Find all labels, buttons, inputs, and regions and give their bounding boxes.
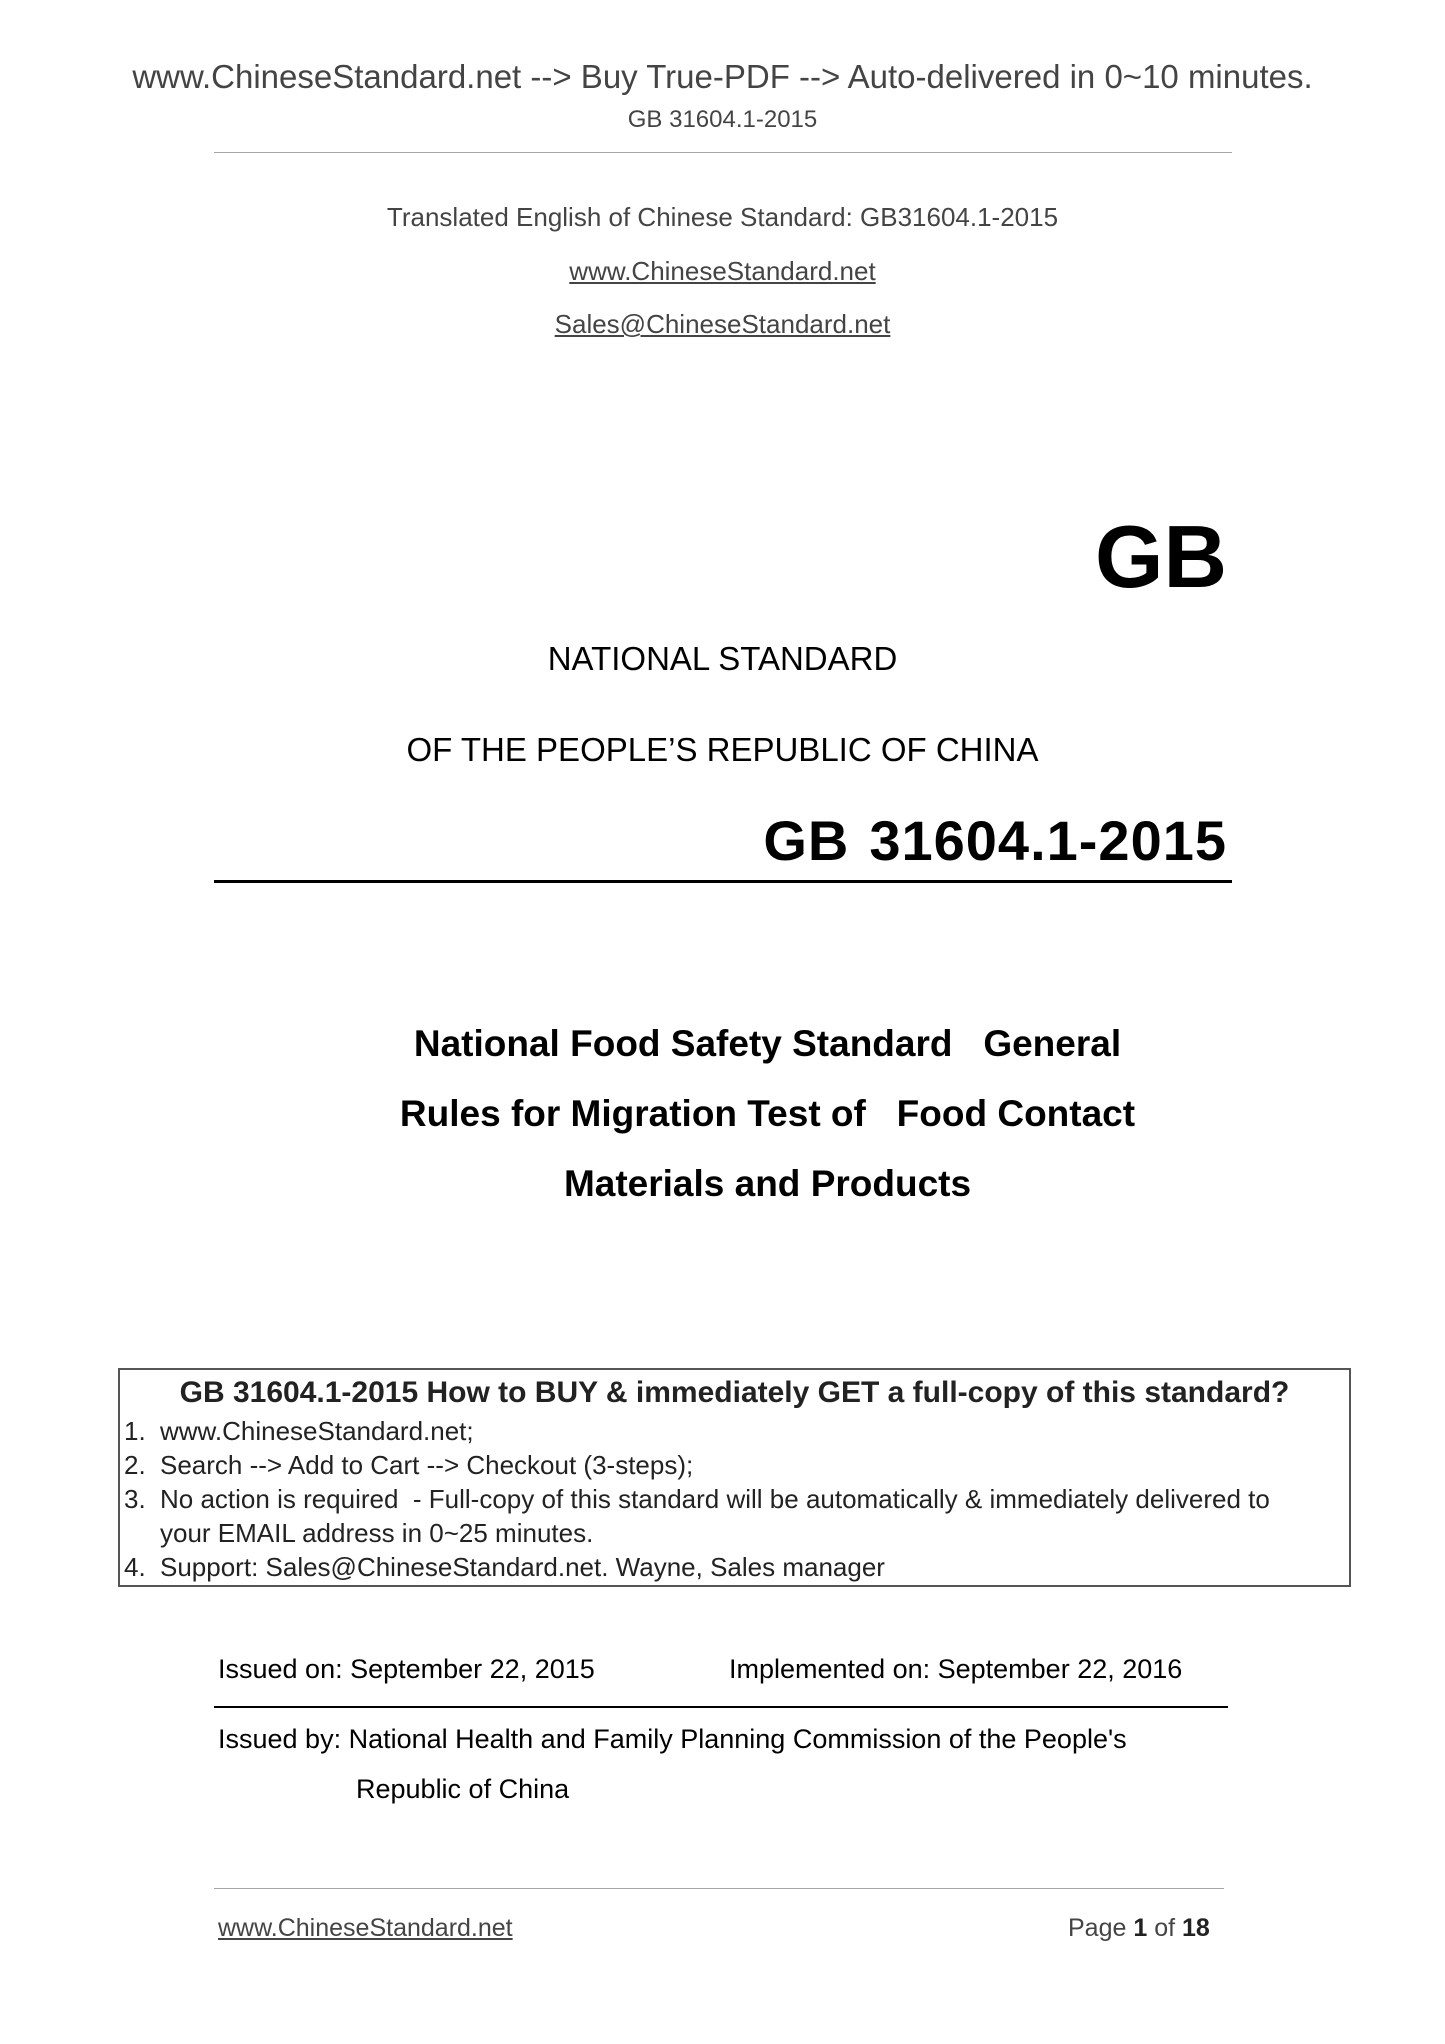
issued-on-date: Issued on: September 22, 2015 [218,1654,595,1684]
page-label: Page [1068,1914,1127,1942]
page-indicator [1068,1914,1210,1943]
step-number: 4. [124,1552,146,1582]
header-standard-code: GB 31604.1-2015 [627,106,818,133]
footer-divider [214,1888,1224,1889]
buy-step-continuation [160,1518,593,1549]
translated-note: Translated English of Chinese Standard: GB31604.1-2015 [386,202,1059,232]
sales-email-link[interactable]: Sales@ChineseStandard.net [554,309,891,339]
site-link-wrap [0,256,1445,287]
document-title-line: Rules for Migration Test of Food Contact [399,1093,1136,1134]
page-total: 18 [1182,1914,1210,1942]
footer-site-link[interactable]: www.ChineseStandard.net [218,1914,513,1942]
buy-instructions-box [118,1368,1351,1587]
implemented-on-date: Implemented on: September 22, 2016 [729,1654,1183,1684]
buy-step [124,1552,885,1583]
step-text: Support: Sales@ChineseStandard.net. Wayne, Sales manager [160,1552,885,1582]
buy-step [124,1450,693,1481]
header-divider [214,152,1232,153]
buy-step [124,1416,474,1447]
step-number: 1. [124,1416,146,1446]
standard-code: 31604.1-2015 [869,809,1227,872]
site-link[interactable]: www.ChineseStandard.net [569,256,876,286]
issue-divider [214,1706,1228,1708]
gb-logo: GB [1095,507,1227,606]
country-heading: OF THE PEOPLE’S REPUBLIC OF CHINA [406,731,1039,768]
step-number: 2. [124,1450,146,1480]
standard-number [763,808,1227,873]
buy-step [124,1484,1270,1515]
step-number: 3. [124,1484,146,1514]
step-text: No action is required - Full-copy of this standard will be automatically & immediately delivered to [160,1484,1270,1514]
standard-divider [214,880,1232,883]
standard-prefix: GB [763,809,850,872]
sales-link-wrap [0,309,1445,340]
document-title-line: Materials and Products [563,1163,972,1204]
step-text: Search --> Add to Cart --> Checkout (3-steps); [160,1450,694,1480]
step-text: your EMAIL address in 0~25 minutes. [160,1518,594,1548]
document-title-line: National Food Safety Standard General [413,1023,1122,1064]
buy-box-heading: GB 31604.1-2015 How to BUY & immediately GET a full-copy of this standard? [179,1376,1290,1409]
national-standard-heading: NATIONAL STANDARD [547,640,898,677]
issued-by-line: Republic of China [356,1774,570,1804]
page-of-label: of [1154,1914,1176,1942]
issued-by-line: Issued by: National Health and Family Planning Commission of the People's [218,1724,1127,1754]
header-banner: www.ChineseStandard.net --> Buy True-PDF --> Auto-delivered in 0~10 minutes. [132,58,1313,95]
step-text: www.ChineseStandard.net; [160,1416,474,1446]
page-current: 1 [1133,1914,1148,1942]
footer-site-link-wrap [218,1914,513,1943]
